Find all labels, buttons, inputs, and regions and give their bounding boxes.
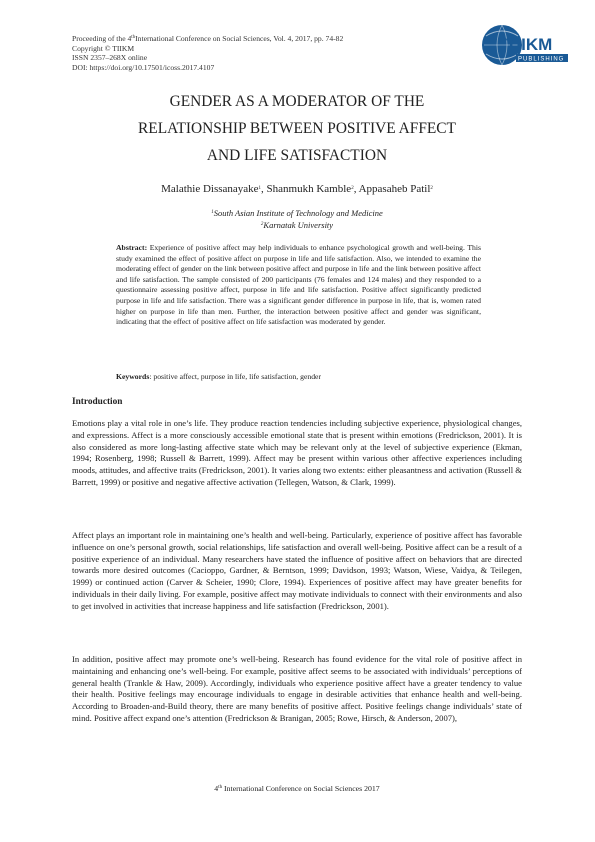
title-line-2: RELATIONSHIP BETWEEN POSITIVE AFFECT bbox=[138, 120, 456, 137]
abstract-label: Abstract: bbox=[116, 243, 148, 252]
keywords-label: Keywords bbox=[116, 372, 150, 381]
keywords-text: : positive affect, purpose in life, life satisfaction, gender bbox=[149, 372, 322, 381]
author-list: Malathie Dissanayake$^1$, Shanmukh Kamble$^2$, Appasaheb Patil$^2$ bbox=[161, 183, 433, 195]
affiliation-2: $^2$Karnatak University bbox=[260, 220, 334, 230]
svg-text:TIIKM: TIIKM bbox=[506, 35, 553, 54]
proceeding-line: Proceeding of the 4thInternational Conference on Social Sciences, Vol. 4, 2017, pp. 74-82 bbox=[72, 34, 344, 43]
abstract bbox=[116, 243, 481, 328]
abstract-text: Experience of positive affect may help individuals to enhance psychological growth and well-being. This study examined the effect of positive affect on purpose in life and life satisfaction. Also, we intended to examine the moderating effect of gender on the link between positive affect and purpose in life and the link between positive affect and life satisfaction. The sample consisted of 200 participants (76 females and 124 males) and they responded to a questionnaire assessing positive affect, purpose in life and life satisfaction. Positive affect significantly predicted purpose in life and life satisfaction. There was a significant gender difference in purpose in life, that is, women rated higher on purpose in life than men. Further, the interaction between positive affect and gender was significant, indicating that the effect of positive affect on life satisfaction was moderated by gender. bbox=[116, 243, 481, 327]
tiikm-logo bbox=[480, 22, 570, 68]
section-heading: Introduction bbox=[72, 397, 123, 407]
keywords bbox=[116, 372, 481, 381]
body-paragraph: Affect plays an important role in maintaining one’s health and well-being. Particularly, experience of positive affect has favorable influence on one’s personal growth, social relationships, life satisfaction and overall well-being. Positive affect can be a result of a positive experience of an individual. Many researchers have stated the influence of positive affect on behaviors that are directed towards more desired outcomes (Cacioppo, Gardner, & Berntson, 1999; Davidson, 1993; Watson, Wiese, Vaidya, & Teilegen, 1999) or continued action (Carver & Scheier, 1990; Clore, 1994). Experiences of positive affect may have greater benefits for individuals in their daily living. For example, positive affect may motivate individuals to connect with their environments and also to get involved in activities that increase happiness and life satisfaction (Fredrickson, 2001). bbox=[72, 530, 522, 611]
author-name: Malathie Dissanayake bbox=[161, 183, 259, 195]
affiliation-1: $^1$South Asian Institute of Technology and Medicine bbox=[211, 208, 383, 218]
title-line-1: GENDER AS A MODERATOR OF THE bbox=[169, 93, 425, 110]
copyright-line: Copyright © TIIKM bbox=[72, 43, 135, 53]
page-footer: 4th International Conference on Social Sciences 2017 bbox=[214, 784, 380, 793]
author-name: Shanmukh Kamble bbox=[266, 183, 352, 195]
author-name: Appasaheb Patil bbox=[358, 183, 431, 195]
issn-line: ISSN 2357–268X online bbox=[72, 53, 148, 63]
title-line-3: AND LIFE SATISFACTION bbox=[206, 147, 388, 164]
proceeding-metadata bbox=[72, 34, 343, 72]
body-paragraph: In addition, positive affect may promote one’s well-being. Research has found evidence for the vital role of positive affect in maintaining and enhancing one’s well-being. For example, positive affect seems to be associated with individuals’ perceptions of general health (Trankle & Haw, 2009). Accordingly, individuals who experience positive affect have a greater tendency to value their health. Positive feelings may encourage individuals to engage in desirable activities that enhance health and well-being. According to Broaden-and-Build theory, there are many benefits of positive affect. Positive feelings change individuals’ state of mind. Positive affect expand one’s attention (Fredrickson & Branigan, 2005; Rowe, Hirsch, & Anderson, 2007), bbox=[72, 654, 522, 723]
paper-title bbox=[72, 88, 522, 169]
doi-line: DOI: https://doi.org/10.17501/icoss.2017.4107 bbox=[72, 62, 215, 72]
body-paragraph: Emotions play a vital role in one’s life. They produce reaction tendencies including subjective experience, physiological changes, and expressions. Affect is a more consciously accessible emotional state that is present within emotions (Fredrickson, 2001). It is also considered as more long-lasting affective state which may be relevant only at the level of subjective experience (Ekman, 1994; Rosenberg, 1998; Russell & Barrett, 1999). Affect may be present within various other affective experiences including moods, attitudes, and affective traits (Fredrickson, 2001). It varies along two extents: either pleasantness and activation (Russell & Barrett, 1999) or positive and negative affective activation (Tellegen, Watson, & Clark, 1999). bbox=[72, 418, 522, 487]
svg-text:PUBLISHING: PUBLISHING bbox=[518, 56, 565, 63]
